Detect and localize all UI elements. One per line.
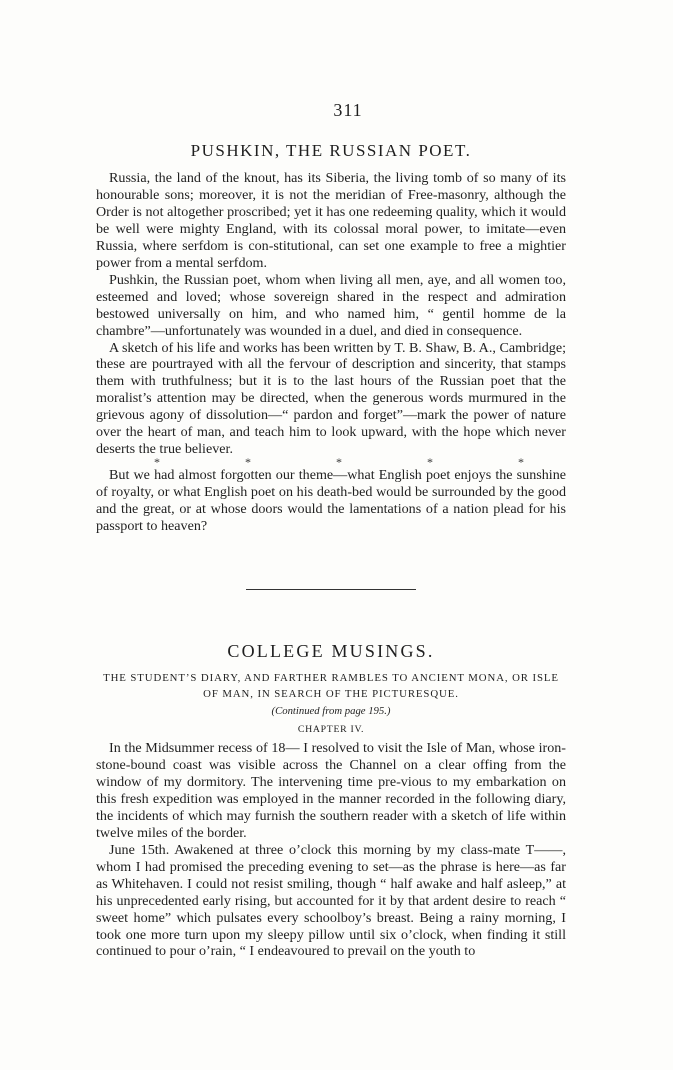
book-page (96, 100, 566, 960)
article-paragraph: Russia, the land of the knout, has its Siberia, the living tomb of so many of its honourable sons; moreover, it is not the meridian of Free-masonry, although the Order is not altogether proscribed; yet it has one redeeming quality, which it would be well were mighty England, with its colossal moral power, to imitate—even Russia, where serfdom is con-stitutional, can set one example to free a mightier power from a mental serfdom. (96, 170, 566, 271)
asterism-row (96, 455, 566, 470)
article-paragraph: But we had almost forgotten our theme—what English poet enjoys the sunshine of royalty, or what English poet on his death-bed would be surrounded by the good and the great, or at whose doors would the lamentations of a nation plead for his passport to heaven? (96, 467, 566, 535)
page-number: 311 (333, 100, 363, 120)
article-paragraph: June 15th. Awakened at three o’clock this morning by my class-mate T——, whom I had promised the preceding evening to set—as the phrase is here—as far as Whitehaven. I could not resist smiling, though “ half awake and half asleep,” at his unprecedented early rising, but accounted for it by that ardent desire to reach “ sweet home” which pulsates every schoolboy’s breast. Being a rainy morning, I took one more turn upon my sleepy pillow until six o’clock, when finding it still continued to pour o’rain, “ I endeavoured to prevail on the youth to (96, 841, 566, 960)
article-paragraph: A sketch of his life and works has been written by T. B. Shaw, B. A., Cambridge; these are pourtrayed with all the fervour of description and sincerity, that stamps them with truthfulness; but it is to the last hours of the Russian poet that the moralist’s attention may be directed, when the generous words murmured in the grievous agony of dissolution—“ pardon and forget”—mark the power of nature over the heart of man, and teach him to look upward, with the hope which never deserts the true believer. (96, 339, 566, 458)
article-paragraph: Pushkin, the Russian poet, whom when living all men, aye, and all women too, esteemed and loved; whose sovereign shared in the respect and admiration bestowed universally on him, and who named him, “ gentil homme de la chambre”—unfortunately was wounded in a duel, and died in consequence. (96, 271, 566, 339)
article-title-college-musings: COLLEGE MUSINGS. (227, 641, 435, 662)
article-paragraph: In the Midsummer recess of 18— I resolved to visit the Isle of Man, whose iron-stone-bound coast was visible across the Channel on a clear offing from the window of my dormitory. The intervening time pre-vious to my embarkation on this fresh expedition was employed in the manner recorded in the following diary, the incidents of which may furnish the southern reader with a sketch of life within twelve miles of the border. (96, 740, 566, 841)
asterism: * (518, 455, 524, 470)
article-title-pushkin: PUSHKIN, THE RUSSIAN POET. (190, 141, 472, 160)
chapter-heading: CHAPTER IV. (297, 724, 365, 736)
asterism: * (336, 455, 342, 470)
continued-note: (Continued from page 195.) (271, 705, 391, 718)
article-subtitle: THE STUDENT’S DIARY, AND FARTHER RAMBLES TO ANCIENT MONA, OR ISLE OF MAN, IN SEARCH OF THE PICTURESQUE. (103, 672, 559, 701)
asterism: * (427, 455, 433, 470)
asterism: * (154, 455, 160, 470)
asterism: * (245, 455, 251, 470)
section-spacer (96, 590, 566, 640)
